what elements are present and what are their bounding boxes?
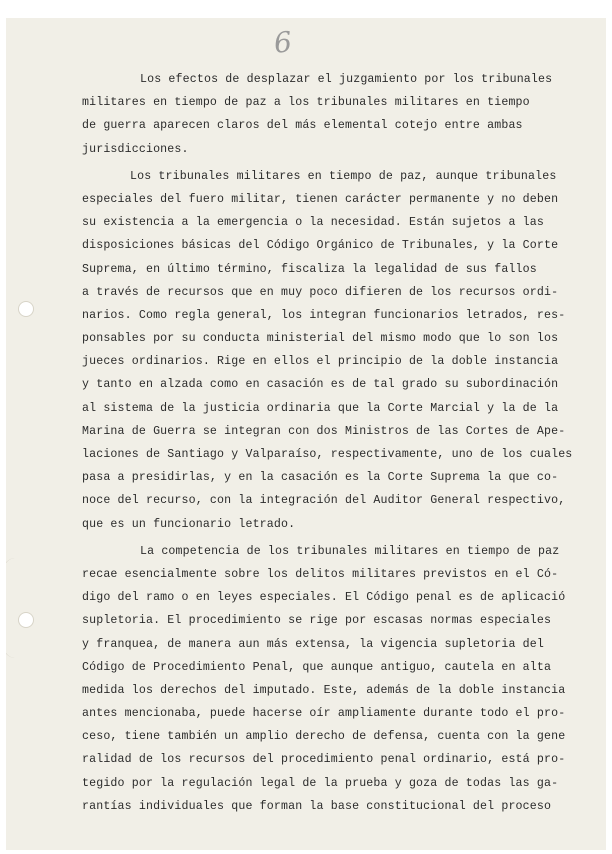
text-line: ponsables por su conducta ministerial del mismo modo que lo son los xyxy=(82,332,559,346)
text-line: noce del recurso, con la integración del Auditor General respectivo, xyxy=(82,494,566,508)
text-line: Los tribunales militares en tiempo de paz, aunque tribunales xyxy=(130,169,557,183)
text-line: al sistema de la justicia ordinaria que la Corte Marcial y la de la xyxy=(82,401,559,415)
text-line: antes mencionaba, puede hacerse oír ampliamente durante todo el pro- xyxy=(82,707,566,721)
text-line: militares en tiempo de paz a los tribunales militares en tiempo xyxy=(82,96,530,110)
punch-hole-top xyxy=(18,301,34,317)
text-line: recae esencialmente sobre los delitos militares previstos en el Có- xyxy=(82,567,559,581)
text-line: digo del ramo o en leyes especiales. El Código penal es de aplicació xyxy=(82,591,566,605)
text-line: que es un funcionario letrado. xyxy=(82,517,296,531)
text-line: supletoria. El procedimiento se rige por escasas normas especiales xyxy=(82,614,552,628)
text-line: Código de Procedimiento Penal, que aunque antiguo, cautela en alta xyxy=(82,660,552,674)
text-line: tegido por la regulación legal de la prueba y goza de todas las ga- xyxy=(82,776,559,790)
text-line: Suprema, en último término, fiscaliza la legalidad de sus fallos xyxy=(82,262,537,276)
text-line: a través de recursos que en muy poco difieren de los recursos ordi- xyxy=(82,285,559,299)
page-number: 6 xyxy=(272,25,294,60)
text-line: y tanto en alzada como en casación es de tal grado su subordinación xyxy=(82,378,559,392)
text-line: pasa a presidirlas, y en la casación es la Corte Suprema la que co- xyxy=(82,471,559,485)
text-line: rantías individuales que forman la base constitucional del proceso xyxy=(82,799,552,813)
paragraph-1 xyxy=(82,68,590,161)
text-line: ralidad de los recursos del procedimiento penal ordinario, está pro- xyxy=(82,753,566,767)
text-line: jueces ordinarios. Rige en ellos el principio de la doble instancia xyxy=(82,355,559,369)
text-line: laciones de Santiago y Valparaíso, respectivamente, uno de los cuales xyxy=(82,448,573,461)
text-line: ceso, tiene también un amplio derecho de defensa, cuenta con la gene xyxy=(82,730,566,744)
text-line: especiales del fuero militar, tienen carácter permanente y no deben xyxy=(82,192,559,206)
text-line: Marina de Guerra se integran con dos Ministros de las Cortes de Ape- xyxy=(82,424,566,438)
text-line: medida los derechos del imputado. Este, además de la doble instancia xyxy=(82,683,566,697)
text-line: su existencia a la emergencia o la necesidad. Están sujetos a las xyxy=(82,216,544,230)
text-line: La competencia de los tribunales militares en tiempo de paz xyxy=(140,544,560,558)
body-text xyxy=(82,68,590,818)
text-line: disposiciones básicas del Código Orgánico de Tribunales, y la Corte xyxy=(82,239,559,253)
paragraph-2 xyxy=(82,165,590,536)
text-line: de guerra aparecen claros del más elemental cotejo entre ambas xyxy=(82,119,523,133)
text-line: Los efectos de desplazar el juzgamiento por los tribunales xyxy=(140,73,553,86)
binding-mark xyxy=(6,558,35,658)
document-page xyxy=(6,18,606,850)
paragraph-3 xyxy=(82,540,590,818)
text-line: narios. Como regla general, los integran funcionarios letrados, res- xyxy=(82,308,566,322)
text-line: y franquea, de manera aun más extensa, la vigencia supletoria del xyxy=(82,637,544,651)
text-line: jurisdicciones. xyxy=(82,142,189,156)
